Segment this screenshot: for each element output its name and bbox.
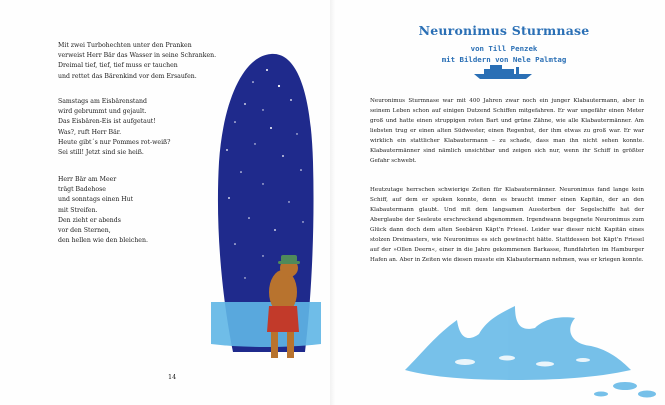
- poem-line: Sei still! Jetzt sind sie heiß.: [58, 149, 144, 157]
- poem-line: Samstags am Eisbärenstand: [58, 98, 147, 105]
- poem-line: und rettet das Bärenkind vor dem Ersaufen.: [58, 72, 197, 80]
- poem-line: den hellen wie den bleichen.: [58, 237, 148, 245]
- byline-author: von Till Penzek: [470, 44, 538, 53]
- poem-line: wird gebrummt und gejault.: [58, 108, 147, 116]
- water-splash-illustration: [395, 300, 665, 404]
- boat-icon: [472, 64, 534, 80]
- poem-line: Dreimal tief, tief, tief muss er tauchen: [58, 62, 178, 70]
- poem-line: trägt Badehose: [58, 186, 106, 194]
- poem-line: Herr Bär am Meer: [58, 176, 117, 183]
- poem-line: Den zieht er abends: [58, 216, 121, 224]
- byline-illustrator: mit Bildern von Nele Palmtag: [441, 55, 567, 64]
- poem-line: Heute gibt´s nur Pommes rot-weiß?: [58, 138, 171, 146]
- story-paragraph-1: Neuronimus Sturmnase war mit 400 Jahren zwar noch ein junger Klabautermann, aber in seinem Leben schon auf einigen Dutzend Schiffen mitgefahren. Er war ungefähr einen Meter groß und hatte einen struppigen roten Bart und grüne Zähne, wie alle Klabautermänner. Am liebsten trug er einen alten Südwester, einen Regenhut, der ihm etwas zu groß war. Er war wirklich ein stattlicher Klabautermann – zu schade, dass man ihn nicht sehen konnte. Klabautermänner sind nämlich unsichtbar und zeigen sich nur, wenn ihr Schiff in größter Gefahr schwebt.: [370, 98, 644, 164]
- sea-band: [211, 302, 321, 347]
- poem-line: verweist Herr Bär das Wasser in seine Schranken.: [58, 52, 217, 60]
- page-gutter: [330, 0, 336, 405]
- poem-line: Das Eisbären-Eis ist aufgetaut!: [58, 118, 156, 126]
- story-title: Neuronimus Sturmnase: [418, 23, 590, 38]
- poem-line: mit Streifen.: [58, 206, 98, 214]
- poem-line: Was?, ruft Herr Bär.: [58, 128, 122, 136]
- poem-line: Mit zwei Turbohechten unter den Pranken: [58, 42, 192, 49]
- poem-line: und sonntags einen Hut: [58, 196, 134, 204]
- story-paragraph-2: Heutzutage herrschen schwierige Zeiten für Klabautermänner. Neuronimus fand lange kein Schiff, auf dem er spuken konnte, denn es braucht immer einen Kapitän, der an den Klabautermann glaubt. Und mit dem langsamen Aussterben der Segelschiffe hat der Aberglaube der Seeleute erschreckend abgenommen. Irgendwann begegnete Neuronimus zum Glück dann doch dem alten Seebären Käpt’n Friesel. Leider war dieser nicht Kapitän eines stolzen Dreimasters, wie Neuronimus es sich gewünscht hätte. Stattdessen bot Käpt’n Friesel auf der »Ollen Deern«, einer in die Jahre gekommenen Barkasse, Rundfahrten im Hamburger Hafen an. Aber in Zeiten wie diesen musste ein Klabautermann nehmen, was er kriegen konnte.: [370, 187, 644, 263]
- page-number: 14: [168, 373, 177, 381]
- bear-night-illustration: [205, 52, 325, 372]
- poem-line: vor den Sternen,: [58, 227, 111, 235]
